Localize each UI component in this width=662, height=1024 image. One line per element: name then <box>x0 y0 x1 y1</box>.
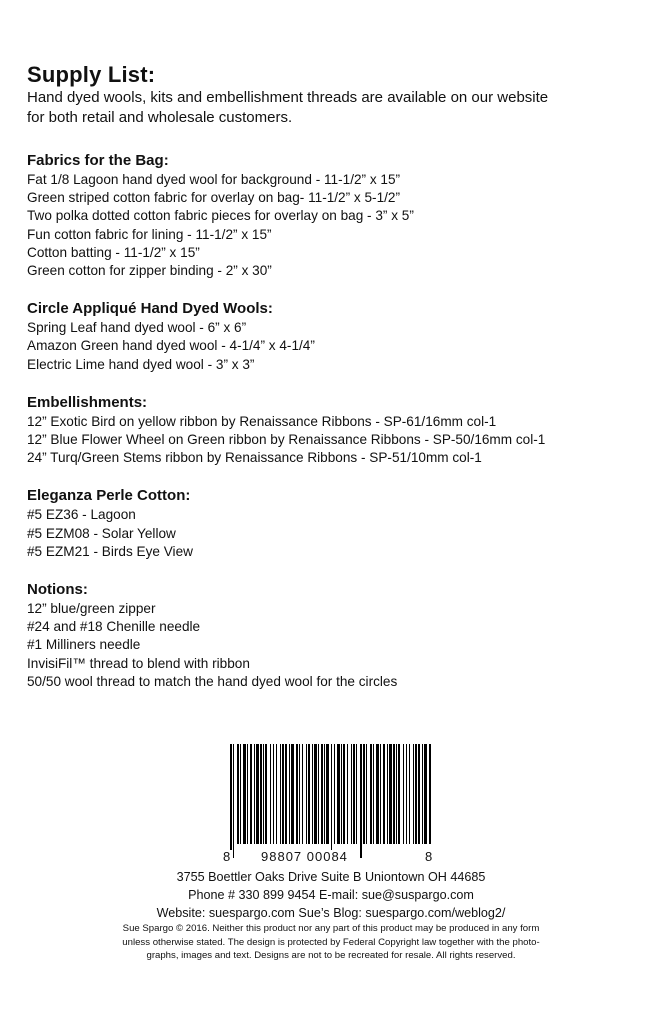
section-list <box>27 413 647 468</box>
barcode-bar <box>247 744 248 844</box>
list-item: Fat 1/8 Lagoon hand dyed wool for background - 11-1/2” x 15” <box>27 172 401 187</box>
copyright-line: graphs, images and text. Designs are not to be recreated for resale. All rights reserved. <box>146 950 516 961</box>
list-item: Two polka dotted cotton fabric pieces for overlay on bag - 3” x 5” <box>27 208 414 224</box>
barcode-bar <box>331 744 332 858</box>
list-item: Electric Lime hand dyed wool - 3” x 3” <box>27 356 255 372</box>
list-item: #5 EZ36 - Lagoon <box>27 507 136 523</box>
phone-email: Phone # 330 899 9454 E-mail: sue@suspargo.com <box>188 888 474 902</box>
barcode-bar <box>312 744 313 844</box>
list-item: #5 EZM21 - Birds Eye View <box>27 543 193 559</box>
barcode-bar <box>265 744 267 844</box>
barcode-bar <box>413 744 414 844</box>
barcode-bar <box>233 744 234 858</box>
barcode-bar <box>366 744 367 844</box>
barcode-digit-last: 8 <box>425 849 434 864</box>
barcode-bar <box>273 744 274 844</box>
section-heading: Notions: <box>27 581 88 599</box>
barcode-bar <box>308 744 310 844</box>
barcode-bar <box>321 744 323 844</box>
section-list <box>27 506 647 561</box>
barcode-bar <box>396 744 397 844</box>
barcode-bar <box>306 744 307 844</box>
intro-line: Hand dyed wools, kits and embellishment threads are available on our website <box>27 89 549 106</box>
barcode-bar <box>243 744 246 844</box>
list-item: 12” blue/green zipper <box>27 601 156 617</box>
barcode-bar <box>389 744 392 844</box>
barcode-bar <box>282 744 284 844</box>
barcode-bar <box>356 744 357 844</box>
copyright-notice <box>60 922 602 963</box>
barcode-bar <box>347 744 348 844</box>
barcode-bar <box>341 744 342 844</box>
section-list <box>27 171 647 280</box>
barcode-bar <box>334 744 335 844</box>
barcode-bar <box>415 744 417 844</box>
barcode-bar <box>353 744 355 844</box>
list-item: 50/50 wool thread to match the hand dyed wool for the circles <box>27 673 398 689</box>
list-item: Green cotton for zipper binding - 2” x 30” <box>27 263 272 279</box>
list-item: #1 Milliners needle <box>27 637 141 653</box>
barcode-bar <box>337 744 340 844</box>
barcode-bar <box>254 744 255 844</box>
barcode-bar <box>376 744 379 844</box>
barcode-bar <box>398 744 400 844</box>
barcode-bar <box>296 744 298 844</box>
barcode-bar <box>256 744 259 844</box>
list-item: 12” Exotic Bird on yellow ribbon by Renaissance Ribbons - SP-61/16mm col-1 <box>27 413 497 429</box>
barcode-bar <box>393 744 395 844</box>
section-heading: Circle Appliqué Hand Dyed Wools: <box>27 300 273 318</box>
intro-line: for both retail and wholesale customers. <box>27 109 293 126</box>
barcode-bar <box>324 744 325 844</box>
barcode-bar <box>409 744 410 844</box>
list-item: Amazon Green hand dyed wool - 4-1/4” x 4-1/4” <box>27 338 315 354</box>
barcode-bar <box>429 744 431 844</box>
barcode-bar <box>383 744 385 844</box>
list-item: #24 and #18 Chenille needle <box>27 619 201 635</box>
section-notions <box>27 580 647 691</box>
section-heading: Fabrics for the Bag: <box>27 152 169 169</box>
barcode-bar <box>299 744 300 844</box>
barcode-bar <box>403 744 404 844</box>
barcode-bar <box>343 744 345 844</box>
barcode-bar <box>424 744 427 844</box>
section-embellishments <box>27 393 647 468</box>
barcode-bar <box>237 744 239 844</box>
section-perle-cotton <box>27 486 647 561</box>
section-fabrics <box>27 151 647 280</box>
barcode-bar <box>314 744 317 844</box>
barcode-bar <box>422 744 423 844</box>
barcode-bars <box>218 740 442 864</box>
barcode-bar <box>363 744 365 844</box>
barcode-bar <box>373 744 374 844</box>
barcode-bar <box>280 744 281 844</box>
list-item: Cotton batting - 11-1/2” x 15” <box>27 244 200 260</box>
barcode-bar <box>387 744 388 844</box>
list-item: 12” Blue Flower Wheel on Green ribbon by Renaissance Ribbons - SP-50/16mm col-1 <box>27 432 546 448</box>
contact-info <box>0 868 662 922</box>
address: 3755 Boettler Oaks Drive Suite B Uniontown OH 44685 <box>176 870 486 884</box>
supply-sections <box>27 151 647 710</box>
section-heading: Embellishments: <box>27 393 148 411</box>
barcode <box>218 740 442 864</box>
barcode-bar <box>326 744 329 844</box>
section-list <box>27 600 647 691</box>
barcode-bar <box>285 744 287 844</box>
list-item: InvisiFil™ thread to blend with ribbon <box>27 655 250 671</box>
barcode-bar <box>318 744 319 844</box>
list-item: Fun cotton fabric for lining - 11-1/2” x 15” <box>27 226 272 242</box>
list-item: Spring Leaf hand dyed wool - 6” x 6” <box>27 320 247 336</box>
barcode-bar <box>240 744 241 844</box>
section-circle-applique <box>27 299 647 374</box>
barcode-bar <box>302 744 303 844</box>
barcode-bar <box>230 744 232 858</box>
barcode-bar <box>418 744 420 844</box>
barcode-bar <box>351 744 352 844</box>
barcode-digit-first: 8 <box>223 849 232 864</box>
barcode-bar <box>289 744 290 844</box>
list-item: Green striped cotton fabric for overlay on bag- 11-1/2” x 5-1/2” <box>27 190 401 206</box>
barcode-bar <box>276 744 277 844</box>
barcode-bar <box>360 744 362 858</box>
page-title: Supply List: <box>27 62 156 87</box>
section-heading: Eleganza Perle Cotton: <box>27 487 191 505</box>
barcode-bar <box>263 744 264 844</box>
intro-paragraph <box>27 88 647 128</box>
barcode-bar <box>291 744 294 844</box>
barcode-bar <box>380 744 381 844</box>
list-item: #5 EZM08 - Solar Yellow <box>27 525 176 541</box>
barcode-bar <box>370 744 372 844</box>
copyright-line: Sue Spargo © 2016. Neither this product nor any part of this product may be produced in any form <box>122 923 540 934</box>
list-item: 24” Turq/Green Stems ribbon by Renaissance Ribbons - SP-51/10mm col-1 <box>27 450 482 466</box>
barcode-digits: 98807 00084 <box>261 849 348 864</box>
website: Website: suespargo.com Sue’s Blog: suespargo.com/weblog2/ <box>156 906 506 920</box>
copyright-line: unless otherwise stated. The design is protected by Federal Copyright law together with the photo- <box>122 936 540 948</box>
barcode-bar <box>260 744 262 844</box>
barcode-bar <box>250 744 252 844</box>
barcode-bar <box>270 744 271 844</box>
section-list <box>27 319 647 374</box>
barcode-bar <box>406 744 407 844</box>
